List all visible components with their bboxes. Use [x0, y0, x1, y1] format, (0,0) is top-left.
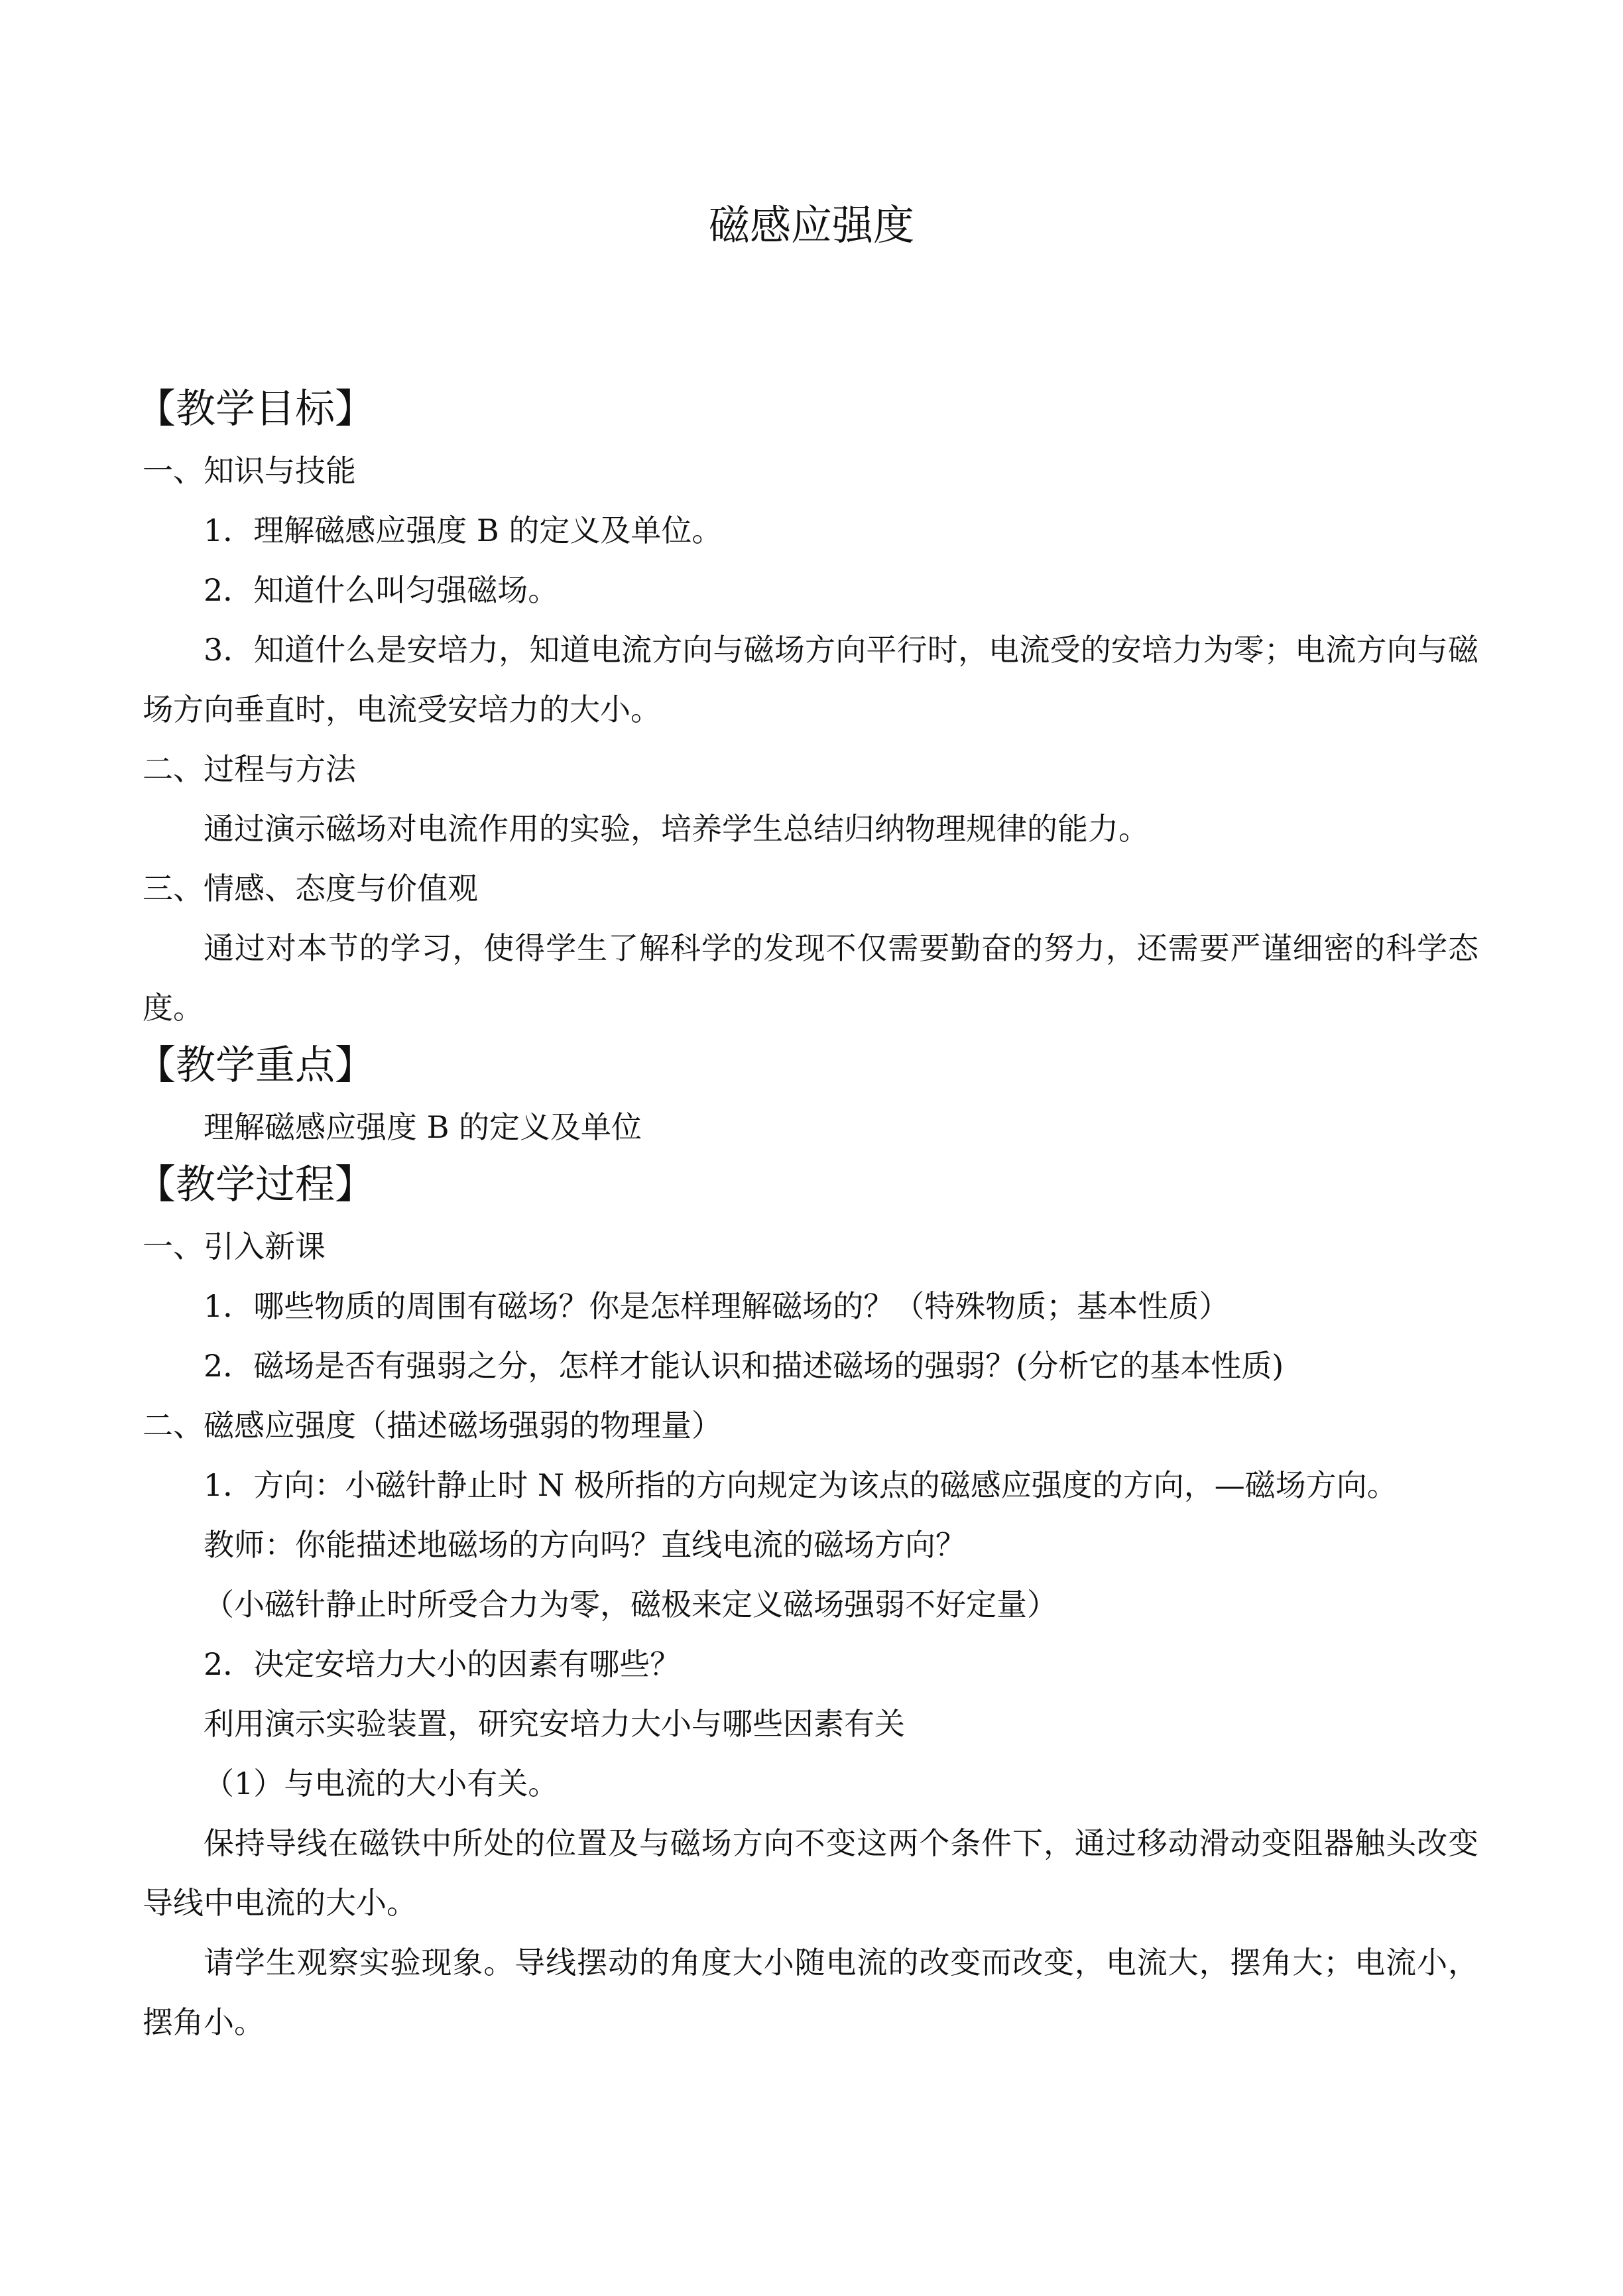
subsection-title: 一、引入新课: [143, 1229, 326, 1264]
paragraph: 1．哪些物质的周围有磁场？你是怎样理解磁场的？（特殊物质；基本性质）: [204, 1288, 1230, 1324]
paragraph: 通过对本节的学习，使得学生了解科学的发现不仅需要勤奋的努力，还需要严谨细密的科学态度。: [143, 930, 1478, 1026]
paragraph: 1．方向：小磁针静止时 N 极所指的方向规定为该点的磁感应强度的方向，—磁场方向。: [204, 1467, 1398, 1503]
paragraph: 请学生观察实验现象。导线摆动的角度大小随电流的改变而改变，电流大，摆角大；电流小，摆角小。: [143, 1945, 1478, 2040]
subsection-title: 二、过程与方法: [143, 751, 356, 787]
paragraph: （小磁针静止时所受合力为零，磁极来定义磁场强弱不好定量）: [204, 1587, 1057, 1622]
paragraph: 2．知道什么叫匀强磁场。: [204, 572, 559, 608]
paragraph: 3．知道什么是安培力，知道电流方向与磁场方向平行时，电流受的安培力为零；电流方向与磁场方向垂直时，电流受安培力的大小。: [143, 632, 1478, 727]
paragraph: 2．磁场是否有强弱之分，怎样才能认识和描述磁场的强弱？(分析它的基本性质): [204, 1348, 1284, 1384]
paragraph: 教师：你能描述地磁场的方向吗？直线电流的磁场方向？: [204, 1527, 966, 1563]
subsection-title: 二、磁感应强度（描述磁场强弱的物理量）: [143, 1408, 722, 1443]
document-title: 磁感应强度: [708, 201, 914, 249]
paragraph: 理解磁感应强度 B 的定义及单位: [204, 1109, 642, 1145]
paragraph: （1）与电流的大小有关。: [204, 1766, 559, 1801]
section-heading: 【教学重点】: [136, 1042, 375, 1089]
section-heading: 【教学过程】: [136, 1162, 375, 1208]
paragraph: 1．理解磁感应强度 B 的定义及单位。: [204, 513, 723, 548]
paragraph: 2．决定安培力大小的因素有哪些？: [204, 1646, 681, 1682]
document-body: [136, 381, 1478, 2052]
paragraph: 通过演示磁场对电流作用的实验，培养学生总结归纳物理规律的能力。: [204, 811, 1149, 847]
subsection-title: 三、情感、态度与价值观: [143, 871, 478, 906]
subsection-title: 一、知识与技能: [143, 453, 356, 489]
paragraph: 利用演示实验装置，研究安培力大小与哪些因素有关: [204, 1706, 905, 1742]
section-heading: 【教学目标】: [136, 386, 375, 432]
paragraph: 保持导线在磁铁中所处的位置及与磁场方向不变这两个条件下，通过移动滑动变阻器触头改变导线中电流的大小。: [143, 1825, 1478, 1921]
